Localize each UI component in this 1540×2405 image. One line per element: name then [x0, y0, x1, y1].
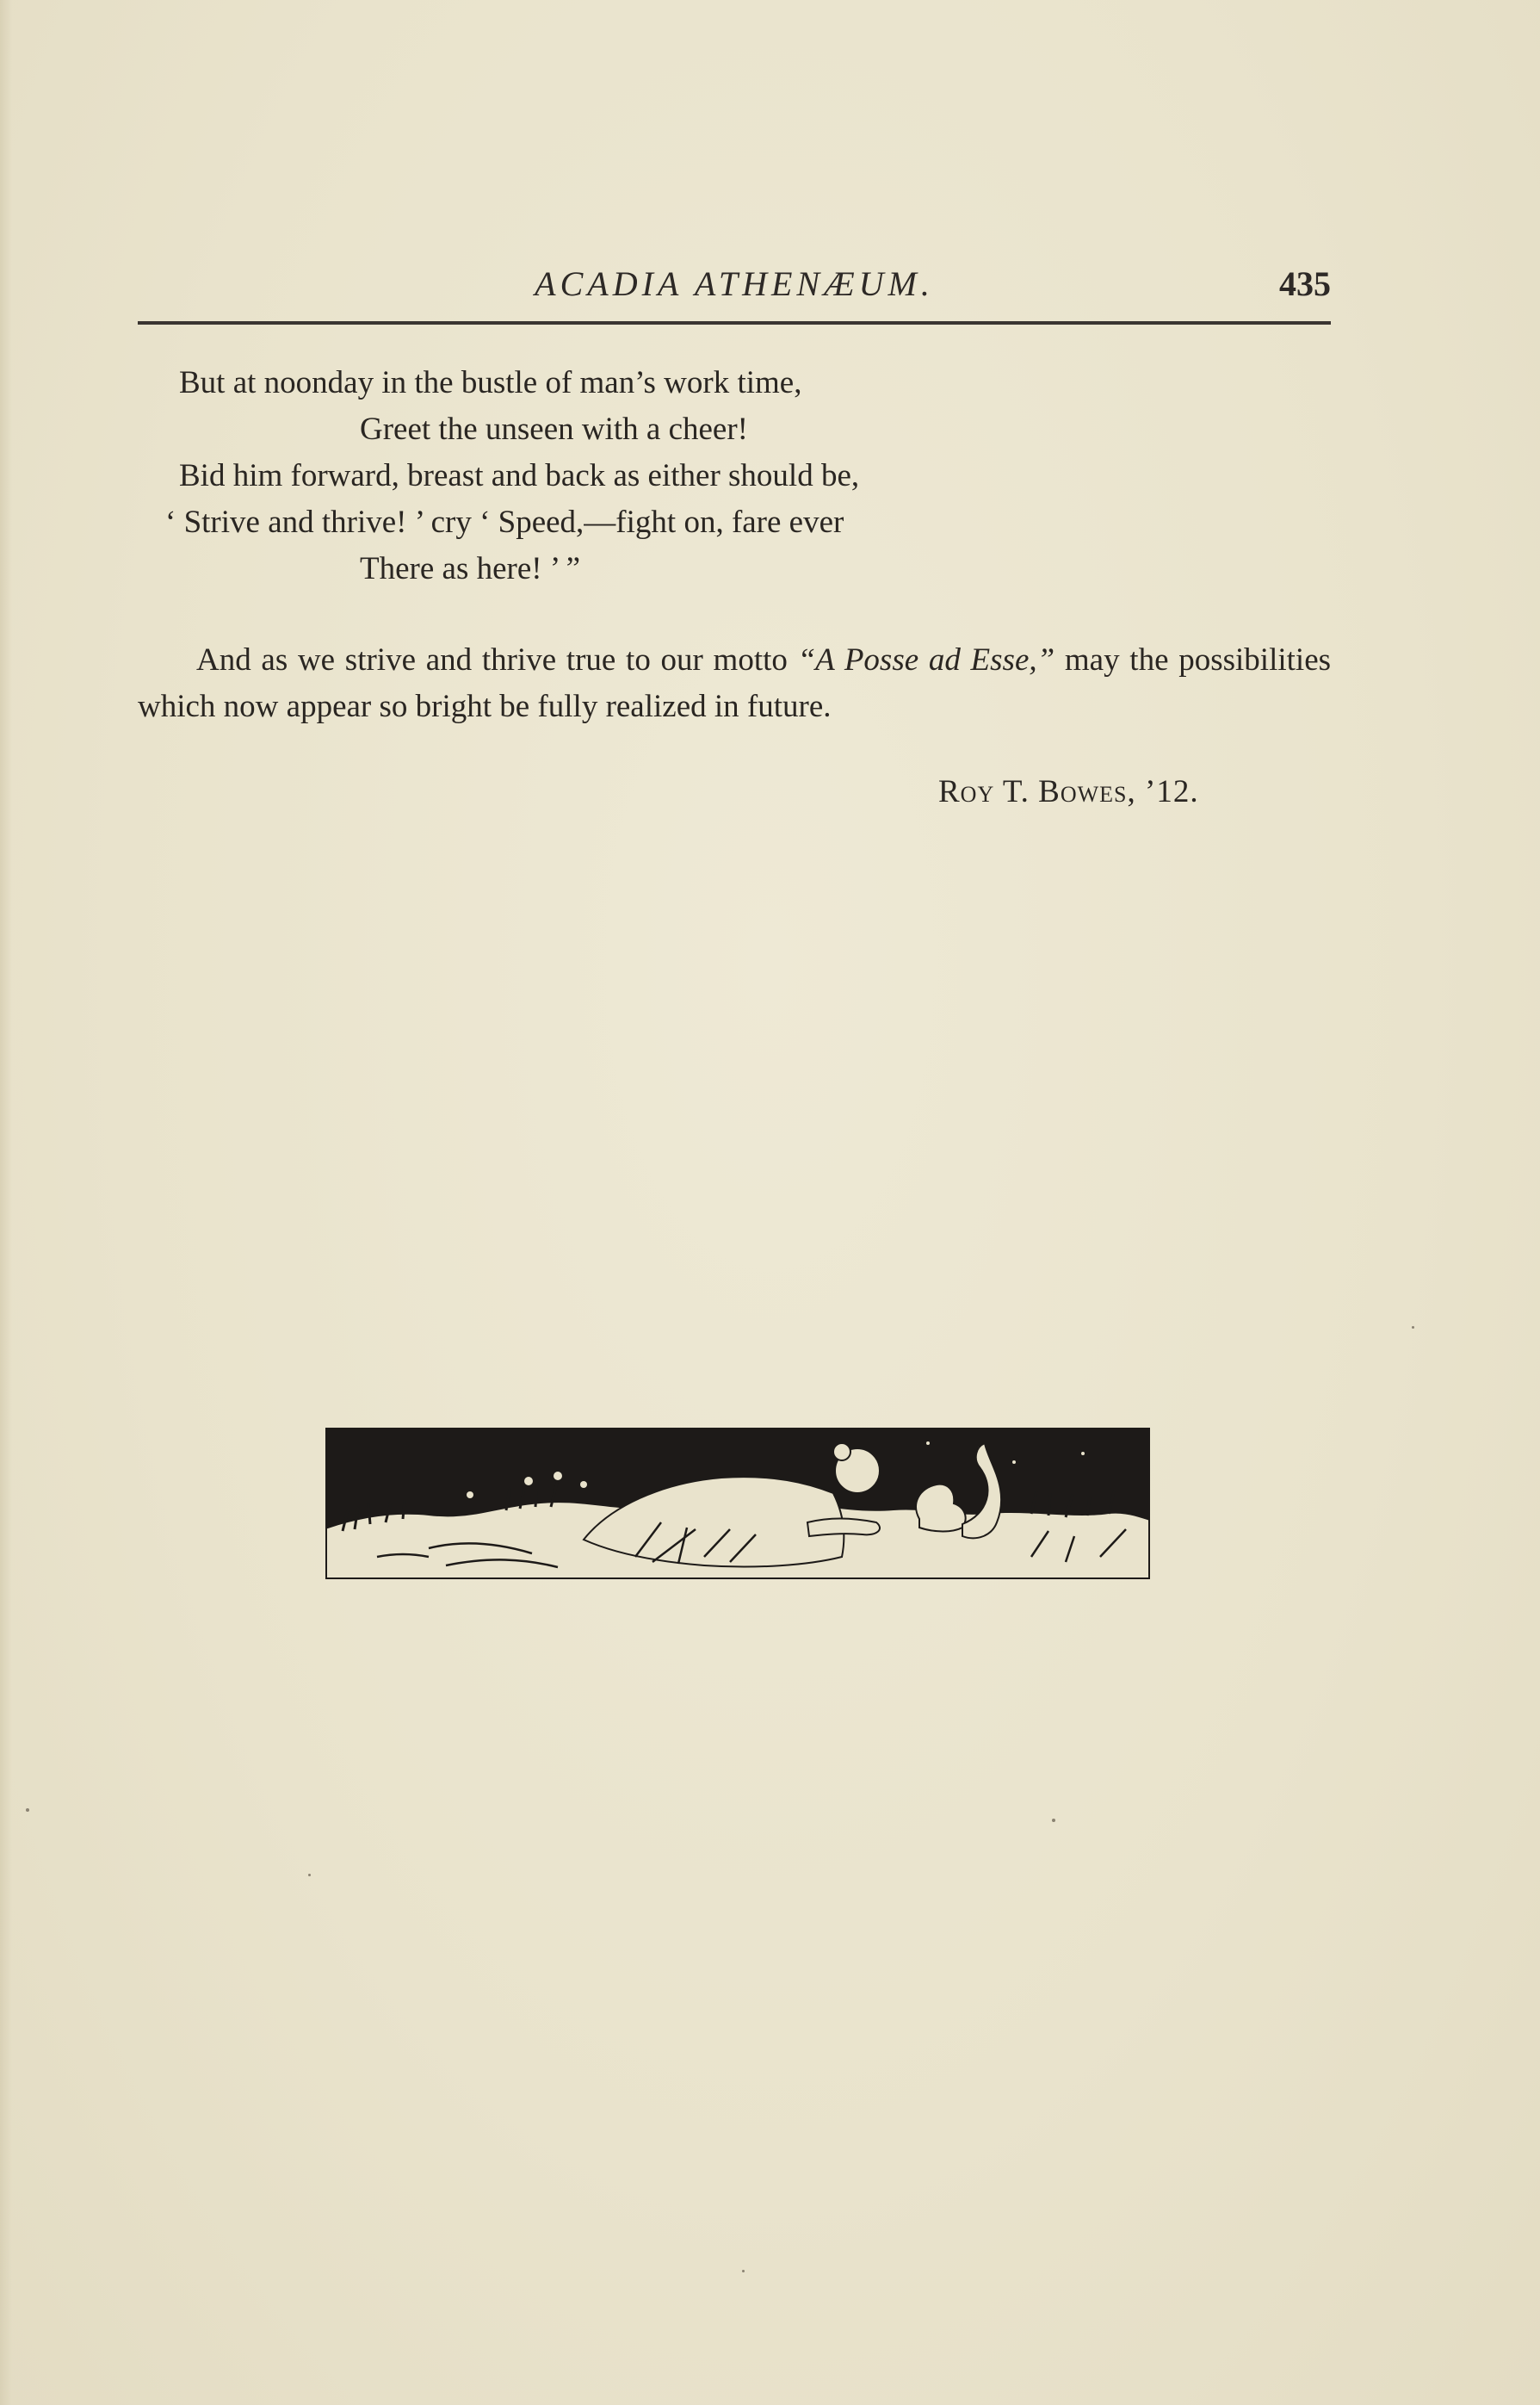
- paragraph-text-before-motto: And as we strive and thrive true to our motto: [196, 642, 798, 678]
- page-number: 435: [1279, 264, 1331, 303]
- running-header: [138, 258, 1331, 310]
- poem-line: There as here! ’ ”: [360, 551, 581, 586]
- page-edge-shadow: [0, 0, 12, 2405]
- paragraph-text-after-motto: may the possibilities which now appear so bright be fully realized in future.: [138, 642, 1332, 724]
- author-signature: Roy T. Bowes, ’12.: [938, 774, 1199, 809]
- poem-line: ‘ Strive and thrive! ’ cry ‘ Speed,—fight on, fare ever: [165, 505, 844, 540]
- closing-paragraph: [138, 637, 1331, 730]
- paragraph-text: [138, 637, 1331, 730]
- motto: “A Posse ad Esse,”: [797, 642, 1055, 678]
- running-title: ACADIA ATHENÆUM.: [535, 264, 934, 303]
- poem-quotation: [138, 360, 1331, 592]
- paper-speck: [1412, 1326, 1414, 1329]
- paper-speck: [742, 2270, 745, 2272]
- paper-speck: [26, 1808, 29, 1812]
- poem-line: Greet the unseen with a cheer!: [360, 412, 748, 447]
- woodcut-vignette-icon: [325, 1428, 1150, 1579]
- poem-line: But at noonday in the bustle of man’s work time,: [179, 365, 802, 400]
- header-rule: [138, 321, 1331, 325]
- poem-line: Bid him forward, breast and back as either should be,: [179, 458, 860, 493]
- paper-speck: [308, 1874, 311, 1876]
- paper-speck: [1052, 1819, 1055, 1822]
